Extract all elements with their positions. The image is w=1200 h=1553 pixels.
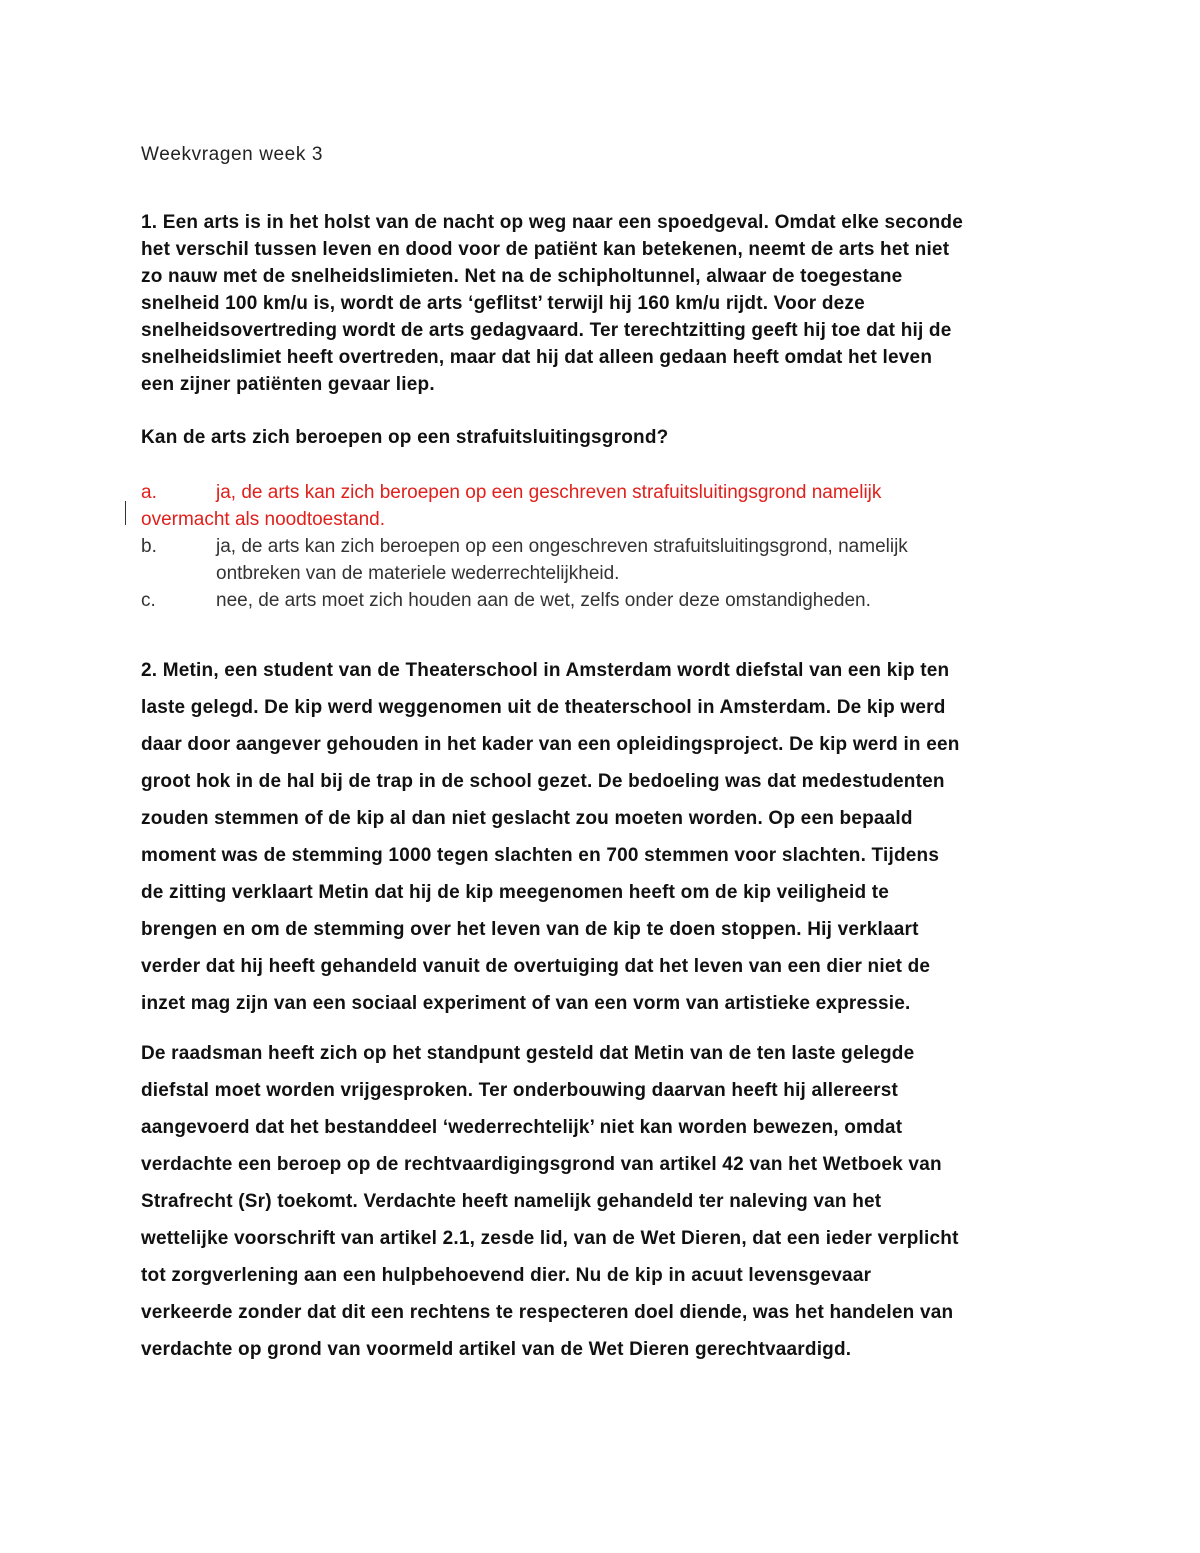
option-letter: a. [141,482,157,503]
option-letter: c. [141,590,156,611]
question-2-line: brengen en om de stemming over het leven van de kip te doen stoppen. Hij verklaart [141,919,919,940]
option-text: nee, de arts moet zich houden aan de wet, zelfs onder deze omstandigheden. [216,590,871,611]
option-text: ja, de arts kan zich beroepen op een geschreven strafuitsluitingsgrond namelijk [216,482,882,503]
question-1-line: zo nauw met de snelheidslimieten. Net na de schipholtunnel, alwaar de toegestane [141,266,903,287]
option-b [141,533,1101,587]
question-2-paragraph-2 [141,1035,1101,1368]
question-1-line: snelheidslimiet heeft overtreden, maar dat hij dat alleen gedaan heeft omdat het leven [141,347,933,368]
question-2-line: 2. Metin, een student van de Theaterschool in Amsterdam wordt diefstal van een kip ten [141,660,950,681]
option-text: ja, de arts kan zich beroepen op een ongeschreven strafuitsluitingsgrond, namelijk [216,536,908,557]
question-2-line: zouden stemmen of de kip al dan niet geslacht zou moeten worden. Op een bepaald [141,808,913,829]
question-2-line: groot hok in de hal bij de trap in de school gezet. De bedoeling was dat medestudenten [141,771,945,792]
question-1-line: snelheidsovertreding wordt de arts gedagvaard. Ter terechtzitting geeft hij toe dat hij de [141,320,952,341]
question-2-line: tot zorgverlening aan een hulpbehoevend dier. Nu de kip in acuut levensgevaar [141,1265,872,1286]
option-text-continued: ontbreken van de materiele wederrechtelijkheid. [216,563,620,584]
option-letter: b. [141,536,157,557]
question-2-line: verkeerde zonder dat dit een rechtens te respecteren doel diende, was het handelen van [141,1302,954,1323]
option-text-continued: overmacht als noodtoestand. [141,509,385,530]
question-1-body [141,209,1081,398]
answer-options [141,479,1101,614]
question-2-line: De raadsman heeft zich op het standpunt gesteld dat Metin van de ten laste gelegde [141,1043,915,1064]
option-c [141,587,1101,614]
question-2-line: verder dat hij heeft gehandeld vanuit de overtuiging dat het leven van een dier niet de [141,956,931,977]
question-2-line: verdachte een beroep op de rechtvaardigingsgrond van artikel 42 van het Wetboek van [141,1154,942,1175]
question-2-line: daar door aangever gehouden in het kader van een opleidingsproject. De kip werd in een [141,734,960,755]
question-1-prompt: Kan de arts zich beroepen op een strafuitsluitingsgrond? [141,427,669,448]
option-a [141,479,1101,533]
question-2-line: verdachte op grond van voormeld artikel van de Wet Dieren gerechtvaardigd. [141,1339,852,1360]
question-2-line: Strafrecht (Sr) toekomt. Verdachte heeft namelijk gehandeld ter naleving van het [141,1191,882,1212]
document-title: Weekvragen week 3 [141,144,323,165]
question-2-line: inzet mag zijn van een sociaal experiment of van een vorm van artistieke expressie. [141,993,911,1014]
question-2-line: moment was de stemming 1000 tegen slachten en 700 stemmen voor slachten. Tijdens [141,845,940,866]
question-2-line: diefstal moet worden vrijgesproken. Ter onderbouwing daarvan heeft hij allereerst [141,1080,899,1101]
question-2-line: wettelijke voorschrift van artikel 2.1, zesde lid, van de Wet Dieren, dat een ieder verplicht [141,1228,959,1249]
text-cursor [125,501,126,525]
question-1-line: een zijner patiënten gevaar liep. [141,374,435,395]
question-2-body [141,652,1101,1381]
question-2-line: aangevoerd dat het bestanddeel ‘wederrechtelijk’ niet kan worden bewezen, omdat [141,1117,903,1138]
question-2-paragraph-1 [141,652,1101,1022]
question-1-line: 1. Een arts is in het holst van de nacht op weg naar een spoedgeval. Omdat elke seconde [141,212,963,233]
question-1-line: snelheid 100 km/u is, wordt de arts ‘geflitst’ terwijl hij 160 km/u rijdt. Voor deze [141,293,865,314]
question-2-line: de zitting verklaart Metin dat hij de kip meegenomen heeft om de kip veiligheid te [141,882,890,903]
question-2-line: laste gelegd. De kip werd weggenomen uit de theaterschool in Amsterdam. De kip werd [141,697,946,718]
question-1-line: het verschil tussen leven en dood voor de patiënt kan betekenen, neemt de arts het niet [141,239,950,260]
